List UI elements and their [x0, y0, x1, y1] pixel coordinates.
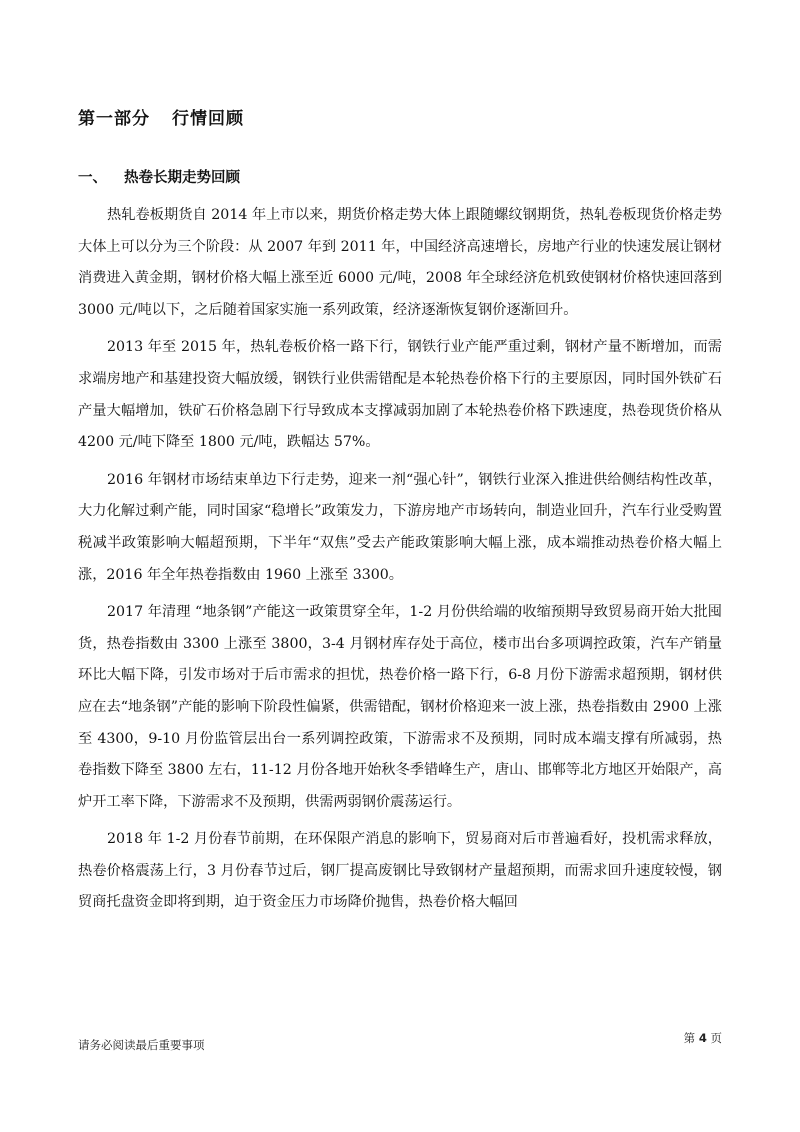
section-heading: 热卷长期走势回顾 [124, 170, 240, 186]
footer-disclaimer: 请务必阅读最后重要事项 [78, 1038, 205, 1052]
section-title [78, 166, 240, 187]
part-heading: 行情回顾 [172, 109, 244, 129]
body-text [78, 200, 722, 925]
paragraph-3: 2016 年钢材市场结束单边下行走势，迎来一剂“强心针”，钢铁行业深入推进供给侧结构性改革，大力化解过剩产能，同时国家“稳增长”政策发力，下游房地产市场转向，制造业回升，汽车行业受购置税减半政策影响大幅超预期，下半年“双焦”受去产能政策影响大幅上涨，成本端推动热卷价格大幅上涨，2016 年全年热卷指数由 1960 上涨至 3300。 [78, 471, 722, 583]
paragraph-4: 2017 年清理 “地条钢”产能这一政策贯穿全年，1-2 月份供给端的收缩预期导致贸易商开始大批囤货，热卷指数由 3300 上涨至 3800，3-4 月钢材库存处于高位，楼市出台多项调控政策，汽车产销量环比大幅下降，引发市场对于后市需求的担忧，热卷价格一路下行，6-8 月份下游需求超预期，钢材供应在去“地条钢”产能的影响下阶段性偏紧，供需错配，钢材价格迎来一波上涨，热卷指数由 2900 上涨至 4300，9-10 月份监管层出台一系列调控政策，下游需求不及预期，同时成本端支撑有所减弱，热卷指数下降至 3800 左右，11-12 月份各地开始秋冬季错峰生产，唐山、邯郸等北方地区开始限产，高炉开工率下降，下游需求不及预期，供需两弱钢价震荡运行。 [78, 604, 722, 810]
paragraph-2: 2013 年至 2015 年，热轧卷板价格一路下行，钢铁行业产能严重过剩，钢材产量不断增加，而需求端房地产和基建投资大幅放缓，钢铁行业供需错配是本轮热卷价格下行的主要原因，同时国外铁矿石产量大幅增加，铁矿石价格急剧下行导致成本支撑减弱加剧了本轮热卷价格下跌速度，热卷现货价格从 4200 元/吨下降至 1800 元/吨，跌幅达 57%。 [78, 339, 722, 451]
paragraph-5: 2018 年 1-2 月份春节前期，在环保限产消息的影响下，贸易商对后市普遍看好，投机需求释放，热卷价格震荡上行，3 月份春节过后，钢厂提高废钢比导致钢材产量超预期，而需求回升速度较慢，钢贸商托盘资金即将到期，迫于资金压力市场降价抛售，热卷价格大幅回 [78, 831, 722, 911]
part-label: 第一部分 [78, 109, 150, 129]
page-number [684, 1030, 722, 1046]
page-number-value: 4 [698, 1031, 707, 1045]
part-title [78, 104, 244, 129]
paragraph-1: 热轧卷板期货自 2014 年上市以来，期货价格走势大体上跟随螺纹钢期货，热轧卷板现货价格走势大体上可以分为三个阶段：从 2007 年到 2011 年，中国经济高速增长，房地产行业的快速发展让钢材消费进入黄金期，钢材价格大幅上涨至近 6000 元/吨，2008 年全球经济危机致使钢材价格快速回落到 3000 元/吨以下，之后随着国家实施一系列政策，经济逐渐恢复钢价逐渐回升。 [78, 207, 722, 318]
page-suffix: 页 [710, 1031, 722, 1045]
page-prefix: 第 [683, 1031, 696, 1045]
section-number: 一、 [78, 170, 107, 186]
